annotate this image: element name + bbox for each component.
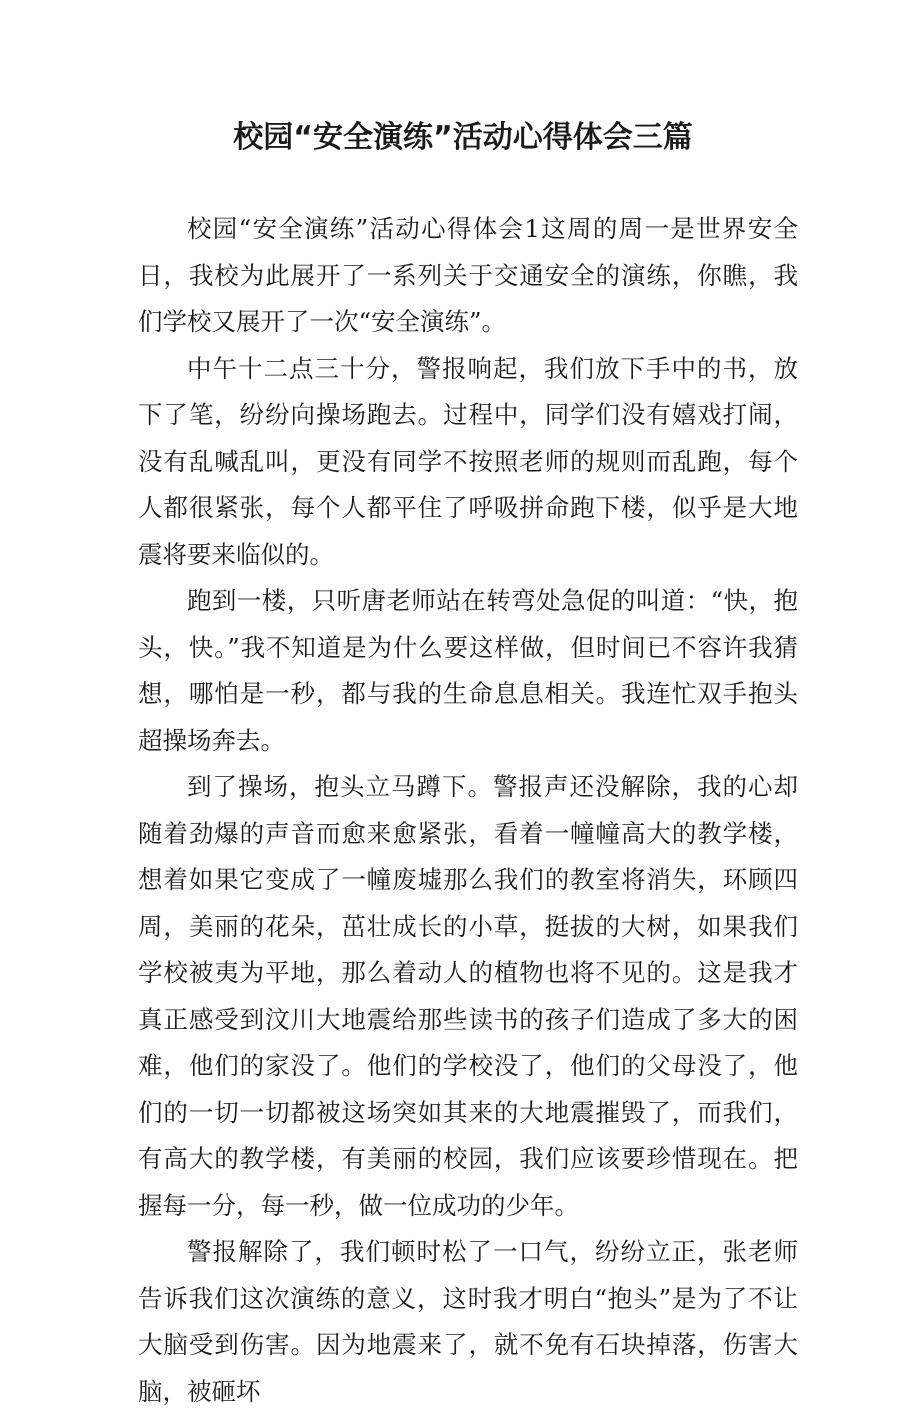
document-title: 校园“安全演练”活动心得体会三篇 xyxy=(233,120,693,155)
paragraph-1: 校园“安全演练”活动心得体会1这周的周一是世界安全日，我校为此展开了一系列关于交通安全的演练，你瞧，我们学校又展开了一次“安全演练”。 xyxy=(138,214,798,336)
paragraph-4: 到了操场，抱头立马蹲下。警报声还没解除，我的心却随着劲爆的声音而愈来愈紧张，看着一幢幢高大的教学楼，想着如果它变成了一幢废墟那么我们的教室将消失，环顾四周，美丽的花朵，茁壮成长的小草，挺拔的大树，如果我们学校被夷为平地，那么着动人的植物也将不见的。这是我才真正感受到汶川大地震给那些读书的孩子们造成了多大的困难，他们的家没了。他们的学校没了，他们的父母没了，他们的一切一切都被这场突如其来的大地震摧毁了，而我们，有高大的教学楼，有美丽的校园，我们应该要珍惜现在。把握每一分，每一秒，做一位成功的少年。 xyxy=(138,772,798,1220)
paragraph-5: 警报解除了，我们顿时松了一口气，纷纷立正，张老师告诉我们这次演练的意义，这时我才明白“抱头”是为了不让大脑受到伤害。因为地震来了，就不免有石块掉落，伤害大脑，被砸坏 xyxy=(138,1237,798,1406)
paragraph-3: 跑到一楼，只听唐老师站在转弯处急促的叫道：“快，抱头，快。”我不知道是为什么要这样做，但时间已不容许我猜想，哪怕是一秒，都与我的生命息息相关。我连忙双手抱头超操场奔去。 xyxy=(138,586,798,755)
document-body xyxy=(138,206,798,1415)
paragraph-2: 中午十二点三十分，警报响起，我们放下手中的书，放下了笔，纷纷向操场跑去。过程中，同学们没有嬉戏打闹，没有乱喊乱叫，更没有同学不按照老师的规则而乱跑，每个人都很紧张，每个人都平住了呼吸拼命跑下楼，似乎是大地震将要来临似的。 xyxy=(138,353,798,569)
